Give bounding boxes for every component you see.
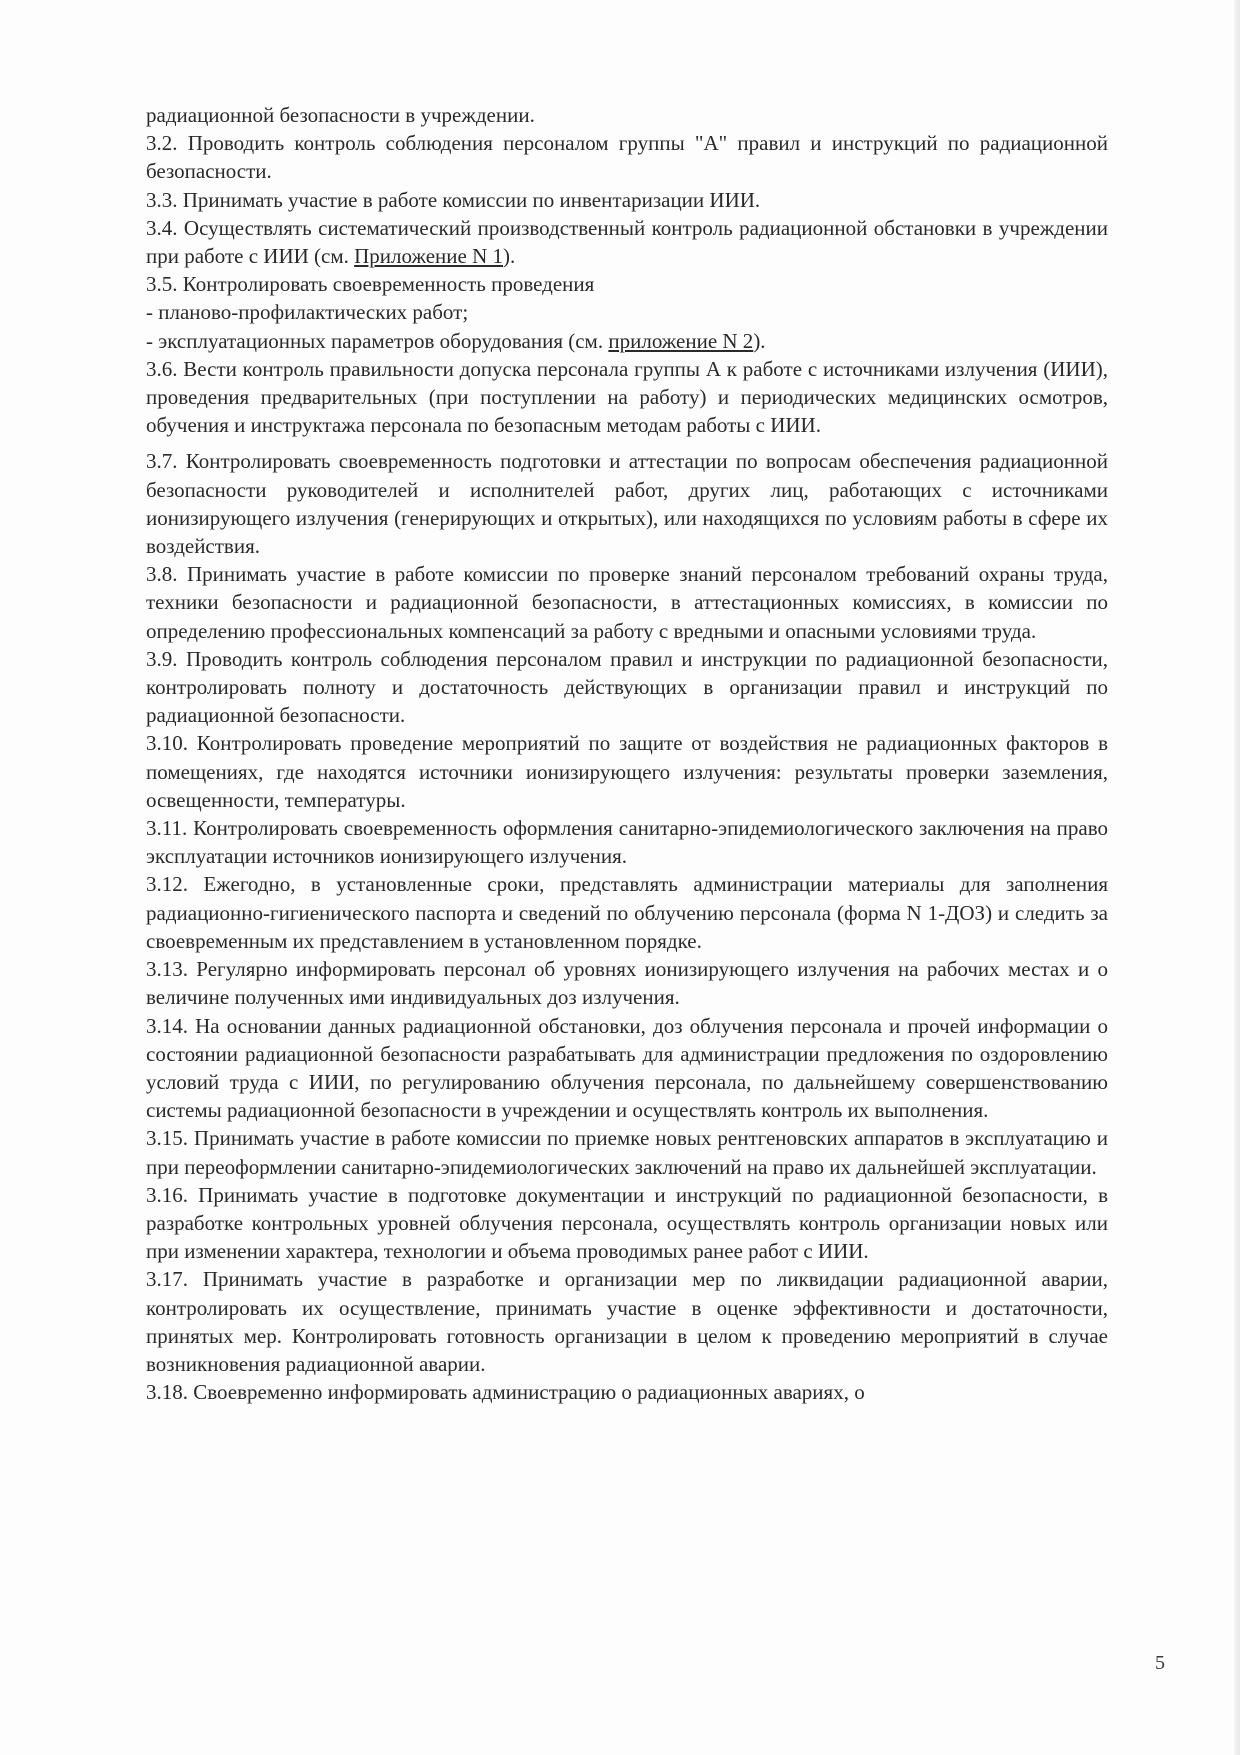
appendix-2-link[interactable]: приложение N 2 bbox=[608, 328, 754, 353]
paragraph-3-4-tail: ). bbox=[503, 244, 516, 269]
list-item-equipment-tail: ). bbox=[753, 328, 766, 353]
paragraph-3-5: 3.5. Контролировать своевременность проведения bbox=[146, 272, 595, 297]
document-body bbox=[146, 101, 1108, 1406]
paragraph-3-17: 3.17. Принимать участие в разработке и организации мер по ликвидации радиационной аварии, контролировать их осуществление, принимать участие в оценке эффективности и достаточности, принятых мер. Контролировать готовность организации в целом к проведению мероприятий в случае возникновения радиационной аварии. bbox=[146, 1267, 1108, 1376]
paragraph-3-18: 3.18. Своевременно информировать администрацию о радиационных авариях, о bbox=[146, 1380, 865, 1405]
paragraph-3-16: 3.16. Принимать участие в подготовке документации и инструкций по радиационной безопасности, в разработке контрольных уровней облучения персонала, осуществлять контроль организации новых или при изменении характера, технологии и объема проводимых ранее работ с ИИИ. bbox=[146, 1182, 1108, 1264]
paragraph-3-9: 3.9. Проводить контроль соблюдения персоналом правил и инструкции по радиационной безопасности, контролировать полноту и достаточность действующих в организации правил и инструкций по радиационной безопасности. bbox=[146, 646, 1108, 728]
paragraph-3-2: 3.2. Проводить контроль соблюдения персоналом группы "А" правил и инструкций по радиационной безопасности. bbox=[146, 131, 1108, 184]
paragraph-3-4 bbox=[146, 214, 1108, 270]
list-item-equipment-text: - эксплуатационных параметров оборудования (см. bbox=[146, 328, 609, 353]
paragraph-3-3: 3.3. Принимать участие в работе комиссии по инвентаризации ИИИ. bbox=[146, 187, 761, 212]
paragraph-3-6: 3.6. Вести контроль правильности допуска персонала группы А к работе с источниками излучения (ИИИ), проведения предварительных (при поступлении на работу) и периодических медицинских осмотров, обучения и инструктажа персонала по безопасным методам работы с ИИИ. bbox=[146, 356, 1108, 438]
paragraph-3-12: 3.12. Ежегодно, в установленные сроки, представлять администрации материалы для заполнения радиационно-гигиенического паспорта и сведений по облучению персонала (форма N 1-ДОЗ) и следить за своевременным их представлением в установленном порядке. bbox=[146, 872, 1108, 953]
paragraph-3-11: 3.11. Контролировать своевременность оформления санитарно-эпидемиологического заключения на право эксплуатации источников ионизирующего излучения. bbox=[146, 816, 1108, 869]
paragraph-3-7: 3.7. Контролировать своевременность подготовки и аттестации по вопросам обеспечения радиационной безопасности руководителей и исполнителей работ, других лиц, работающих с источниками ионизирующего излучения (генерирующих и открытых), или находящихся по условиям работы в сфере их воздействия. bbox=[146, 449, 1108, 559]
paragraph-3-10: 3.10. Контролировать проведение мероприятий по защите от воздействия не радиационных факторов в помещениях, где находятся источники ионизирующего излучения: результаты проверки заземления, освещенности, температуры. bbox=[146, 731, 1108, 812]
page-number: 5 bbox=[1155, 1652, 1165, 1674]
paragraph-3-13: 3.13. Регулярно информировать персонал об уровнях ионизирующего излучения на рабочих местах и о величине полученных ими индивидуальных доз излучения. bbox=[146, 957, 1108, 1010]
list-item-maintenance: - планово-профилактических работ; bbox=[146, 300, 469, 325]
paragraph-3-14: 3.14. На основании данных радиационной обстановки, доз облучения персонала и прочей информации о состоянии радиационной безопасности разрабатывать для администрации предложения по оздоровлению условий труда с ИИИ, по регулированию облучения персонала, по дальнейшему совершенствованию системы радиационной безопасности в учреждении и осуществлять контроль их выполнения. bbox=[146, 1013, 1108, 1123]
paragraph-3-1-continuation: радиационной безопасности в учреждении. bbox=[146, 103, 535, 127]
paragraph-3-15: 3.15. Принимать участие в работе комиссии по приемке новых рентгеновских аппаратов в эксплуатацию и при переоформлении санитарно-эпидемиологических заключений на право их дальнейшей эксплуатации. bbox=[146, 1126, 1108, 1179]
scan-edge bbox=[1234, 0, 1240, 1755]
paragraph-3-4-text: 3.4. Осуществлять систематический производственный контроль радиационной обстановки в учреждении при работе с ИИИ (см. bbox=[146, 215, 1108, 269]
paragraph-3-8: 3.8. Принимать участие в работе комиссии по проверке знаний персоналом требований охраны труда, техники безопасности и радиационной безопасности, в аттестационных комиссиях, в комиссии по определению профессиональных компенсаций за работу с вредными и опасными условиями труда. bbox=[146, 562, 1108, 643]
list-item-equipment-params bbox=[146, 327, 1108, 355]
appendix-1-link[interactable]: Приложение N 1 bbox=[354, 244, 504, 269]
